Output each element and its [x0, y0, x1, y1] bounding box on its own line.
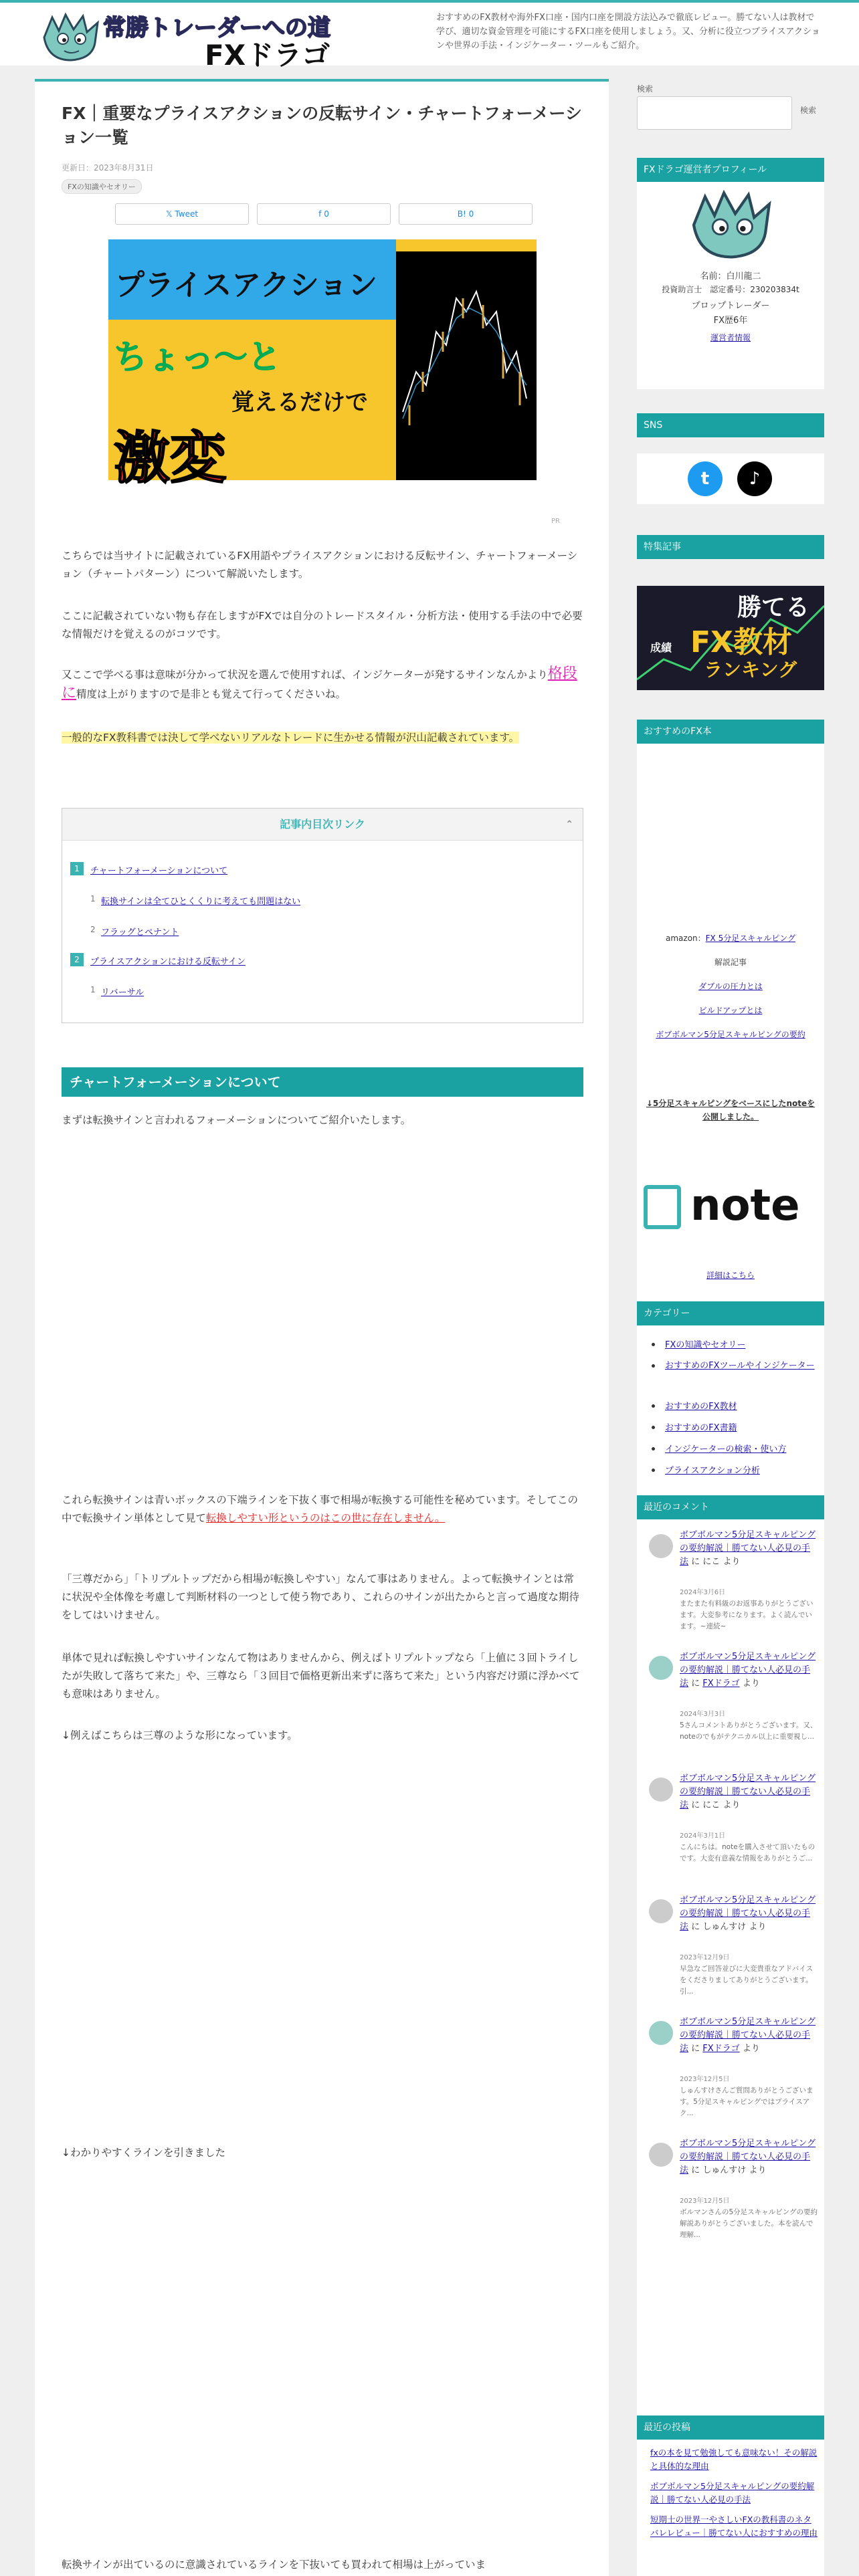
section-paragraph-4: 単体で見れば転換しやすいサインなんて物はありませんから、例えばトリプルトップなら「上値に３回トライしたが失敗して落ちて来た」や、三尊なら「３回目で価格更新出来ずに落ちて来た」という内容だけ頭に浮かべても意味はありません。: [62, 1652, 580, 1700]
section-paragraph-2: [62, 1491, 583, 1527]
pr-label: PR: [551, 518, 560, 525]
comment-text: ボブボルマン5分足スキャルピングの要約解説｜勝てない人必見の手法 に FXドラゴ より: [680, 2017, 816, 2054]
toc-sub-number: 2: [90, 925, 96, 934]
books-heading: おすすめのFX本: [637, 720, 824, 744]
comment-date: 2024年3月1日: [680, 1832, 726, 1840]
comment-by: より: [723, 1800, 741, 1810]
toc-sub-number: 1: [90, 894, 96, 903]
comment-excerpt: こんにちは。noteを購入させて頂いたものです。大変有意義な情報をありがとうご...: [680, 1843, 816, 1862]
category-item[interactable]: インジケーターの検索・使い方: [665, 1444, 787, 1455]
sns-box: [637, 453, 824, 504]
comments-heading: 最近のコメント: [637, 1495, 824, 1519]
comment-item: [637, 1772, 824, 1886]
site-logo[interactable]: [39, 8, 340, 72]
tiktok-icon[interactable]: ♪: [737, 461, 772, 496]
books-box: [637, 744, 824, 1158]
comment-item: [637, 1650, 824, 1764]
twitter-icon: 𝕏: [165, 209, 175, 219]
profile-heading: FXドラゴ運営者プロフィール: [637, 158, 824, 182]
toc-title: 記事内目次リンク: [280, 818, 365, 831]
comment-date: 2024年3月3日: [680, 1711, 726, 1718]
eyecatch-sub: ちょっ〜と: [114, 338, 281, 377]
bullet-icon: [652, 1426, 655, 1429]
banner-text-1: 勝てる: [737, 594, 810, 621]
comment-post-link[interactable]: ボブボルマン5分足スキャルピングの要約解説｜勝てない人必見の手法: [680, 2139, 816, 2175]
tweet-button[interactable]: [115, 203, 249, 225]
category-heading: カテゴリー: [637, 1301, 824, 1325]
banner-text-2: FX教材: [690, 625, 792, 659]
p6-text: これら転換サインは青いボックスの下端ラインを下抜く事で相場が転換する可能性を秘めています。そしてこの中で転換サイン単体として見て: [62, 1494, 579, 1524]
bullet-icon: [652, 1447, 655, 1451]
facebook-share-button[interactable]: [257, 203, 391, 225]
facebook-count: 0: [324, 209, 329, 219]
highlight-paragraph: [62, 729, 583, 747]
amazon-line: [637, 932, 824, 944]
books-link-3[interactable]: ボブボルマン5分足スキャルピングの要約: [656, 1030, 805, 1039]
feature-heading: 特集記事: [637, 535, 824, 559]
category-badge[interactable]: FXの知識やセオリー: [62, 179, 142, 194]
dragon-avatar-icon: [684, 187, 777, 261]
comment-date: 2023年12月9日: [680, 1954, 730, 1961]
comment-excerpt: またまた有料級のお返事ありがとうございます。大変参考になります。よく読んでいます。~連続~: [680, 1600, 814, 1630]
section-paragraph-6: ↓わかりやすくラインを引きました: [62, 2147, 226, 2159]
note-box: [637, 1158, 824, 1305]
comment-by: より: [723, 1557, 741, 1567]
search-input[interactable]: [637, 96, 792, 130]
avatar: [649, 1899, 673, 1923]
comment-author: にこ: [702, 1800, 721, 1810]
comment-date: 2024年3月6日: [680, 1589, 726, 1596]
section-heading: チャートフォーメーションについて: [62, 1067, 583, 1097]
comment-post-link[interactable]: ボブボルマン5分足スキャルピングの要約解説｜勝てない人必見の手法: [680, 1895, 816, 1932]
hatena-share-button[interactable]: [399, 203, 533, 225]
table-of-contents: [62, 808, 583, 1023]
toc-link-sub2[interactable]: フラッグとペナント: [101, 928, 179, 938]
toc-sub-number: 1: [90, 985, 96, 994]
profile-years: FX歴6年: [713, 316, 748, 326]
comment-excerpt: ボルマンさんの5分足スキャルピングの要約解説ありがとうございました。本を読んで理解...: [680, 2208, 818, 2239]
avatar: [649, 2143, 673, 2167]
update-date: 更新日：2023年8月31日: [62, 163, 154, 173]
intro-paragraph-2: ここに記載されていない物も存在しますがFXでは自分のトレードスタイル・分析方法・使用する手法の中で必要な情報だけを覚えるのがコツです。: [62, 610, 583, 640]
category-item[interactable]: プライスアクション分析: [665, 1466, 760, 1476]
hatena-count: 0: [468, 209, 474, 219]
recent-post-link[interactable]: 短期士の世界一やさしいFXの教科書のネタバレレビュー｜勝てない人におすすめの理由: [650, 2514, 818, 2538]
eyecatch-image: [108, 239, 537, 491]
eyecatch-sub2: 覚えるだけで: [231, 389, 368, 416]
bullet-icon: [652, 1404, 655, 1408]
section-paragraph-3: 「三尊だから」「トリプルトップだから相場が転換しやすい」なんて事はありません。よって転換サインとは常に状況や全体像を考慮して判断材料の一つとして使う物であり、これらのサインが出たからと言って過度な期待をしてはいけません。: [62, 1573, 579, 1621]
amazon-book-link[interactable]: FX 5分足スキャルピング: [705, 934, 795, 943]
section-paragraph-5: ↓例えばこちらは三尊のような形になっています。: [62, 1729, 298, 1741]
comment-post-link[interactable]: ボブボルマン5分足スキャルピングの要約解説｜勝てない人必見の手法: [680, 2017, 816, 2054]
profile-name: 名前：白川龍二: [700, 272, 761, 282]
recent-posts-box: [637, 2440, 824, 2576]
article-main: [35, 79, 609, 2576]
search-button[interactable]: 検索: [800, 106, 817, 115]
comment-text: ボブボルマン5分足スキャルピングの要約解説｜勝てない人必見の手法 に しゅんすけ より: [680, 1895, 816, 1932]
eyecatch-title: プライスアクション: [115, 268, 378, 302]
note-announcement: ↓5分足スキャルピングをベースにしたnoteを公開しました。: [646, 1099, 816, 1121]
comment-text: ボブボルマン5分足スキャルピングの要約解説｜勝てない人必見の手法 に にこ より: [680, 1530, 816, 1567]
toc-number: 2: [70, 953, 84, 966]
emphasis-text: 格段に: [62, 665, 577, 702]
bullet-icon: [652, 1469, 655, 1472]
toc-header[interactable]: [62, 809, 583, 841]
comment-text: ボブボルマン5分足スキャルピングの要約解説｜勝てない人必見の手法 に FXドラゴ より: [680, 1652, 816, 1689]
profile-link[interactable]: 運営者情報: [710, 333, 751, 342]
banner-text-4: 成績: [650, 641, 672, 654]
recent-posts-heading: 最近の投稿: [637, 2416, 824, 2440]
note-detail-link[interactable]: 詳細はこちら: [706, 1271, 755, 1280]
search-label: 検索: [637, 84, 654, 94]
comment-author[interactable]: FXドラゴ: [702, 1679, 740, 1689]
logo-text-top: 常勝トレーダーへの道: [103, 15, 330, 41]
comment-excerpt: 早急なご回答並びに大変貴重なアドバイスをくださりましてありがとうございます。引...: [680, 1965, 814, 1996]
toc-link-formation[interactable]: チャートフォーメーションについて: [90, 866, 228, 876]
note-logo-icon[interactable]: [644, 1185, 681, 1229]
category-item[interactable]: おすすめのFXツールやインジケーター: [665, 1361, 815, 1371]
site-header: [0, 0, 859, 72]
toc-number: 1: [70, 862, 84, 875]
sns-heading: SNS: [637, 413, 824, 437]
p3-text-c: 精度は上がりますので是非とも覚えて行ってくださいね。: [76, 688, 347, 700]
avatar: [649, 1656, 673, 1680]
books-desc: 解説記事: [714, 958, 747, 967]
bullet-icon: [652, 1343, 655, 1346]
twitter-icon[interactable]: t: [688, 461, 723, 496]
chevron-up-icon[interactable]: ⌃: [565, 819, 573, 830]
note-logo-text[interactable]: note: [690, 1181, 800, 1230]
banner-text-3: ランキング: [704, 659, 797, 681]
section-paragraph-1: まずは転換サインと言われるフォーメーションについてご紹介いたします。: [62, 1114, 411, 1126]
category-item[interactable]: おすすめのFX教材: [665, 1402, 737, 1412]
facebook-icon: f: [318, 209, 324, 219]
feature-banner[interactable]: [637, 586, 824, 690]
comment-author[interactable]: FXドラゴ: [702, 2044, 740, 2054]
comment-post-link[interactable]: ボブボルマン5分足スキャルピングの要約解説｜勝てない人必見の手法: [680, 1652, 816, 1689]
comment-by: より: [742, 1679, 760, 1689]
logo-text-main: FXドラゴ: [205, 39, 330, 72]
category-item[interactable]: おすすめのFX書籍: [665, 1423, 737, 1433]
recent-post-link[interactable]: ボブボルマン5分足スキャルピングの要約解説｜勝てない人必見の手法: [650, 2481, 815, 2504]
books-link-1[interactable]: ダブルの圧力とは: [698, 982, 763, 991]
highlighted-text: 一般的なFX教科書では決して学べないリアルなトレードに生かせる情報が沢山記載されています。: [62, 732, 520, 744]
toc-link-sub1[interactable]: 転換サインは全てひとくくりに考えても問題はない: [101, 897, 301, 907]
comment-text: ボブボルマン5分足スキャルピングの要約解説｜勝てない人必見の手法 に にこ より: [680, 1774, 816, 1810]
profile-license: 投資助言士 認定番号：230203834t: [662, 285, 799, 294]
avatar: [649, 1778, 673, 1802]
bullet-icon: [652, 1364, 655, 1368]
site-tagline: おすすめのFX教材や海外FX口座・国内口座を開設方法込みで徹底レビュー。勝てない人は教材で学び、適切な資金管理を可能にするFX口座を使用しましょう。又、分析に役立つブライスアクションや世界の手法・インジケーター・ツールもご紹介。: [436, 13, 820, 51]
tweet-label: Tweet: [175, 209, 199, 219]
comment-date: 2023年12月5日: [680, 2076, 730, 2083]
intro-paragraph-3: [62, 665, 583, 704]
hatena-icon: B!: [457, 209, 469, 219]
section-paragraph-7: 転換サインが出ているのに意識されているラインを下抜いても買われて相場は上がっていま: [62, 2559, 486, 2571]
avatar: [649, 1534, 673, 1558]
intro-paragraph-1: こちらでは当サイトに記載されているFX用語やプライスアクションにおける反転サイン、チャートフォーメーション（チャートパターン）について解説いたします。: [62, 550, 578, 580]
comment-author: しゅんすけ: [702, 2165, 747, 2175]
toc-link-reversal[interactable]: プライスアクションにおける反転サイン: [90, 957, 246, 967]
comment-post-link[interactable]: ボブボルマン5分足スキャルピングの要約解説｜勝てない人必見の手法: [680, 1774, 816, 1810]
toc-link-sub3[interactable]: リバーサル: [101, 988, 144, 998]
comment-post-link[interactable]: ボブボルマン5分足スキャルピングの要約解説｜勝てない人必見の手法: [680, 1530, 816, 1567]
comment-excerpt: しゅんすけさんご質問ありがとうございます。5分足スキャルピングではプライスアク...: [680, 2086, 814, 2117]
dragon-mascot-icon: [39, 11, 102, 63]
page-title: FX｜重要なプライスアクションの反転サイン・チャートフォーメーション一覧: [62, 104, 582, 147]
profile-box: [637, 182, 824, 389]
comment-item: [637, 1529, 824, 1642]
recent-post-link[interactable]: fxの本を見て勉強しても意味ない！その解説と具体的な理由: [650, 2448, 818, 2471]
comment-author: しゅんすけ: [702, 1922, 747, 1932]
p3-text-a: 又ここで学べる事は意味が分かって状況を選んで使用すれば、インジケーターが発するサインなんかより: [62, 669, 548, 681]
profile-job: プロップトレーダー: [691, 301, 770, 311]
amazon-label: amazon：: [666, 934, 706, 943]
comment-item: [637, 1894, 824, 2008]
comment-item: [637, 2016, 824, 2129]
eyecatch-big: 激変: [114, 425, 227, 491]
comment-date: 2023年12月5日: [680, 2197, 730, 2205]
books-link-2[interactable]: ビルドアップとは: [698, 1006, 763, 1015]
comment-by: より: [749, 1922, 767, 1932]
comment-by: より: [742, 2044, 760, 2054]
comment-by: より: [749, 2165, 767, 2175]
comment-excerpt: 5さんコメントありがとうございます。又、noteのでもがテクニカル以上に重要視し...: [680, 1721, 818, 1741]
comment-text: ボブボルマン5分足スキャルピングの要約解説｜勝てない人必見の手法 に しゅんすけ より: [680, 2139, 816, 2175]
p6-emphasis: 転換しやすい形というのはこの世に存在しません。: [205, 1512, 446, 1524]
avatar: [649, 2021, 673, 2045]
comment-item: [637, 2137, 824, 2251]
eyecatch-candlestick-chart: [396, 239, 537, 480]
comment-author: にこ: [702, 1557, 721, 1567]
category-item[interactable]: FXの知識やセオリー: [665, 1340, 746, 1350]
